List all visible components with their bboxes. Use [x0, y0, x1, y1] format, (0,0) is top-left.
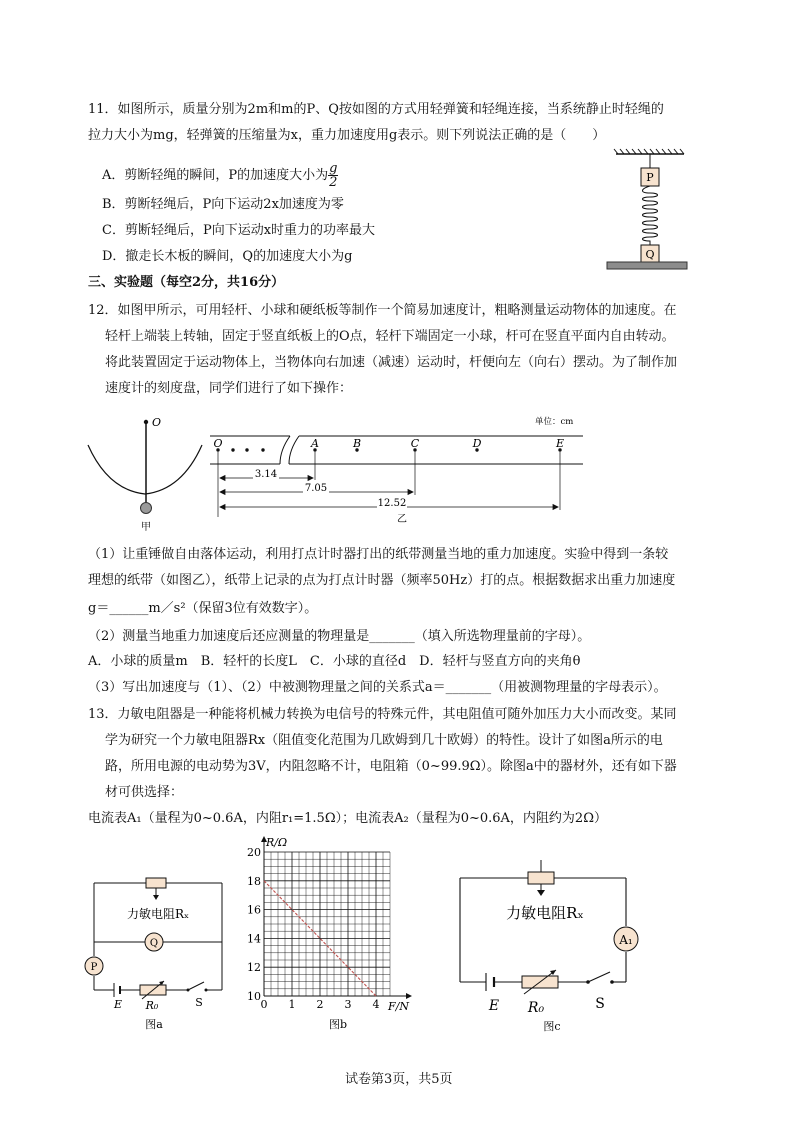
meter-p-label: P — [90, 962, 98, 973]
pivot-label: O — [152, 416, 162, 429]
y-tick-label: 18 — [247, 874, 261, 888]
distance-oa: 3.14 — [254, 469, 278, 480]
q11-option-a-fraction — [328, 162, 338, 189]
section-heading: 三、实验题（每空2分，共16分） — [88, 275, 285, 290]
q11-spring-figure — [600, 148, 700, 273]
y-tick-label: 16 — [247, 903, 261, 917]
q13-intro-line4: 材可供选择： — [105, 785, 184, 800]
q12-part1-line2: 理想的纸带（如图乙），纸带上记录的点为打点计时器（频率50Hz）打的点。根据数据求出重力加速度 — [88, 573, 676, 588]
block-p-label: P — [646, 171, 654, 184]
meter-q-label: Q — [149, 938, 159, 949]
q11-stem-line2: 拉力大小为mg，轻弹簧的压缩量为x，重力加速度用g表示。则下列说法正确的是（ ） — [88, 128, 606, 143]
dial-arc — [88, 445, 202, 494]
q13-intro-line3: 路，所用电源的电动势为3V，内阻忽略不计，电阻箱（0~99.9Ω）。除图a中的器材外，还有如下器 — [105, 759, 677, 774]
figure-a-resistor-label: 力敏电阻Rₓ — [126, 907, 190, 921]
q12-part1-line1: （1）让重锤做自由落体运动，利用打点计时器打出的纸带测量当地的重力加速度。实验中得到一条较 — [88, 547, 669, 562]
tape-point-d: D — [472, 437, 482, 450]
q12-part2-options: A．小球的质量m B．轻杆的长度L C．小球的直径d D．轻杆与竖直方向的夹角θ — [88, 654, 581, 669]
q11-option-c: C．剪断轻绳后，P向下运动x时重力的功率最大 — [102, 223, 376, 238]
tape-point-e: E — [555, 437, 565, 450]
figure-jia-caption: 甲 — [141, 522, 151, 533]
q11-option-a — [102, 162, 338, 189]
figure-c-circuit — [450, 852, 650, 1037]
q12-intro-line3: 将此装置固定于运动物体上，当物体向右加速（减速）运动时，杆便向左（向右）摆动。为了制作加 — [105, 355, 678, 370]
distance-oc: 7.05 — [304, 483, 328, 494]
figure-a-label-s: S — [195, 996, 203, 1009]
figure-c-label-s: S — [595, 996, 605, 1012]
x-tick-label: 2 — [316, 998, 324, 1011]
ammeter-a1-label: A₁ — [619, 933, 633, 947]
q12-part3: （3）写出加速度与（1）、（2）中被测物理量之间的关系式a＝_______（用被测物理量的字母表示）。 — [88, 680, 667, 695]
figure-a-caption: 图a — [145, 1018, 163, 1031]
x-tick-label: 1 — [288, 998, 296, 1011]
fraction-numerator: g — [329, 161, 338, 176]
figure-b-chart — [240, 832, 415, 1037]
y-tick-label: 14 — [247, 932, 261, 946]
chart-x-label: F/N — [388, 1000, 409, 1013]
tape-point-o: O — [213, 437, 223, 450]
figure-c-caption: 图c — [543, 1020, 561, 1033]
y-tick-label: 10 — [247, 990, 261, 1003]
tape-point-c: C — [410, 437, 420, 450]
q12-intro-line1: 12．如图甲所示，可用轻杆、小球和硬纸板等制作一个简易加速度计，粗略测量运动物体的加速度。在 — [88, 303, 677, 318]
figure-c-label-r0: R₀ — [527, 1000, 545, 1016]
q13-intro-line2: 学为研究一个力敏电阻器Rx（阻值变化范围为几欧姆到几十欧姆）的特性。设计了如图a所示的电 — [105, 733, 663, 748]
distance-oe: 12.52 — [377, 498, 407, 509]
q12-intro-line2: 轻杆上端装上转轴，固定于竖直纸板上的O点，轻杆下端固定一小球，杆可在竖直平面内自由转动。 — [105, 329, 675, 344]
q12-part1-line3: g＝______m／s²（保留3位有效数字）。 — [88, 601, 318, 616]
ball — [141, 503, 152, 514]
tape-point-a: A — [311, 437, 319, 450]
x-tick-label: 3 — [344, 998, 352, 1011]
x-tick-label: 0 — [260, 998, 268, 1011]
fraction-denominator: 2 — [329, 175, 338, 190]
block-q-label: Q — [645, 248, 655, 261]
pivot — [144, 420, 148, 424]
q11-option-a-text: A．剪断轻绳的瞬间，P的加速度大小为 — [102, 168, 329, 183]
y-tick-label: 12 — [247, 961, 261, 975]
chart-y-label: R/Ω — [266, 836, 288, 849]
q11-option-b: B．剪断轻绳后，P向下运动2x加速度为零 — [102, 197, 344, 212]
unit-label: 单位：cm — [535, 417, 574, 427]
spring-coil — [643, 186, 658, 245]
figure-yi-caption: 乙 — [397, 514, 407, 525]
x-axis-arrow — [406, 993, 412, 999]
y-tick-label: 20 — [247, 846, 261, 859]
tape-point-b: B — [352, 437, 362, 450]
figure-a-label-e: E — [113, 998, 123, 1011]
figure-b-caption: 图b — [328, 1018, 348, 1031]
figure-yi — [205, 412, 595, 527]
figure-c-label-e: E — [488, 998, 500, 1014]
figure-c-resistor-label: 力敏电阻Rₓ — [506, 904, 584, 922]
chart-ticks — [247, 846, 380, 1011]
q12-part2: （2）测量当地重力加速度后还应测量的物理量是_______（填入所选物理量前的字母）。 — [88, 629, 591, 644]
figure-jia — [80, 410, 210, 535]
force-resistor-rx — [146, 878, 166, 888]
x-tick-label: 4 — [372, 998, 380, 1011]
chart-grid — [264, 852, 390, 996]
q11-stem-line1: 11．如图所示，质量分别为2m和m的P、Q按如图的方式用轻弹簧和轻绳连接，当系统静止时轻绳的 — [88, 102, 664, 117]
q12-intro-line4: 速度计的刻度盘，同学们进行了如下操作： — [105, 381, 353, 396]
q13-intro-line1: 13．力敏电阻器是一种能将机械力转换为电信号的特殊元件，其电阻值可随外加压力大小而改变。某同 — [88, 707, 677, 722]
figure-a-circuit — [82, 868, 232, 1033]
long-board — [607, 262, 687, 269]
force-resistor-rx-c — [528, 872, 554, 884]
page-footer: 试卷第3页，共5页 — [345, 1072, 453, 1087]
q13-ammeters: 电流表A₁（量程为0~0.6A，内阻r₁=1.5Ω）；电流表A₂（量程为0~0.6A，内阻约为2Ω） — [88, 811, 607, 826]
figure-a-label-r0: R₀ — [145, 999, 159, 1012]
q11-option-d: D．撤走长木板的瞬间，Q的加速度大小为g — [102, 249, 353, 264]
